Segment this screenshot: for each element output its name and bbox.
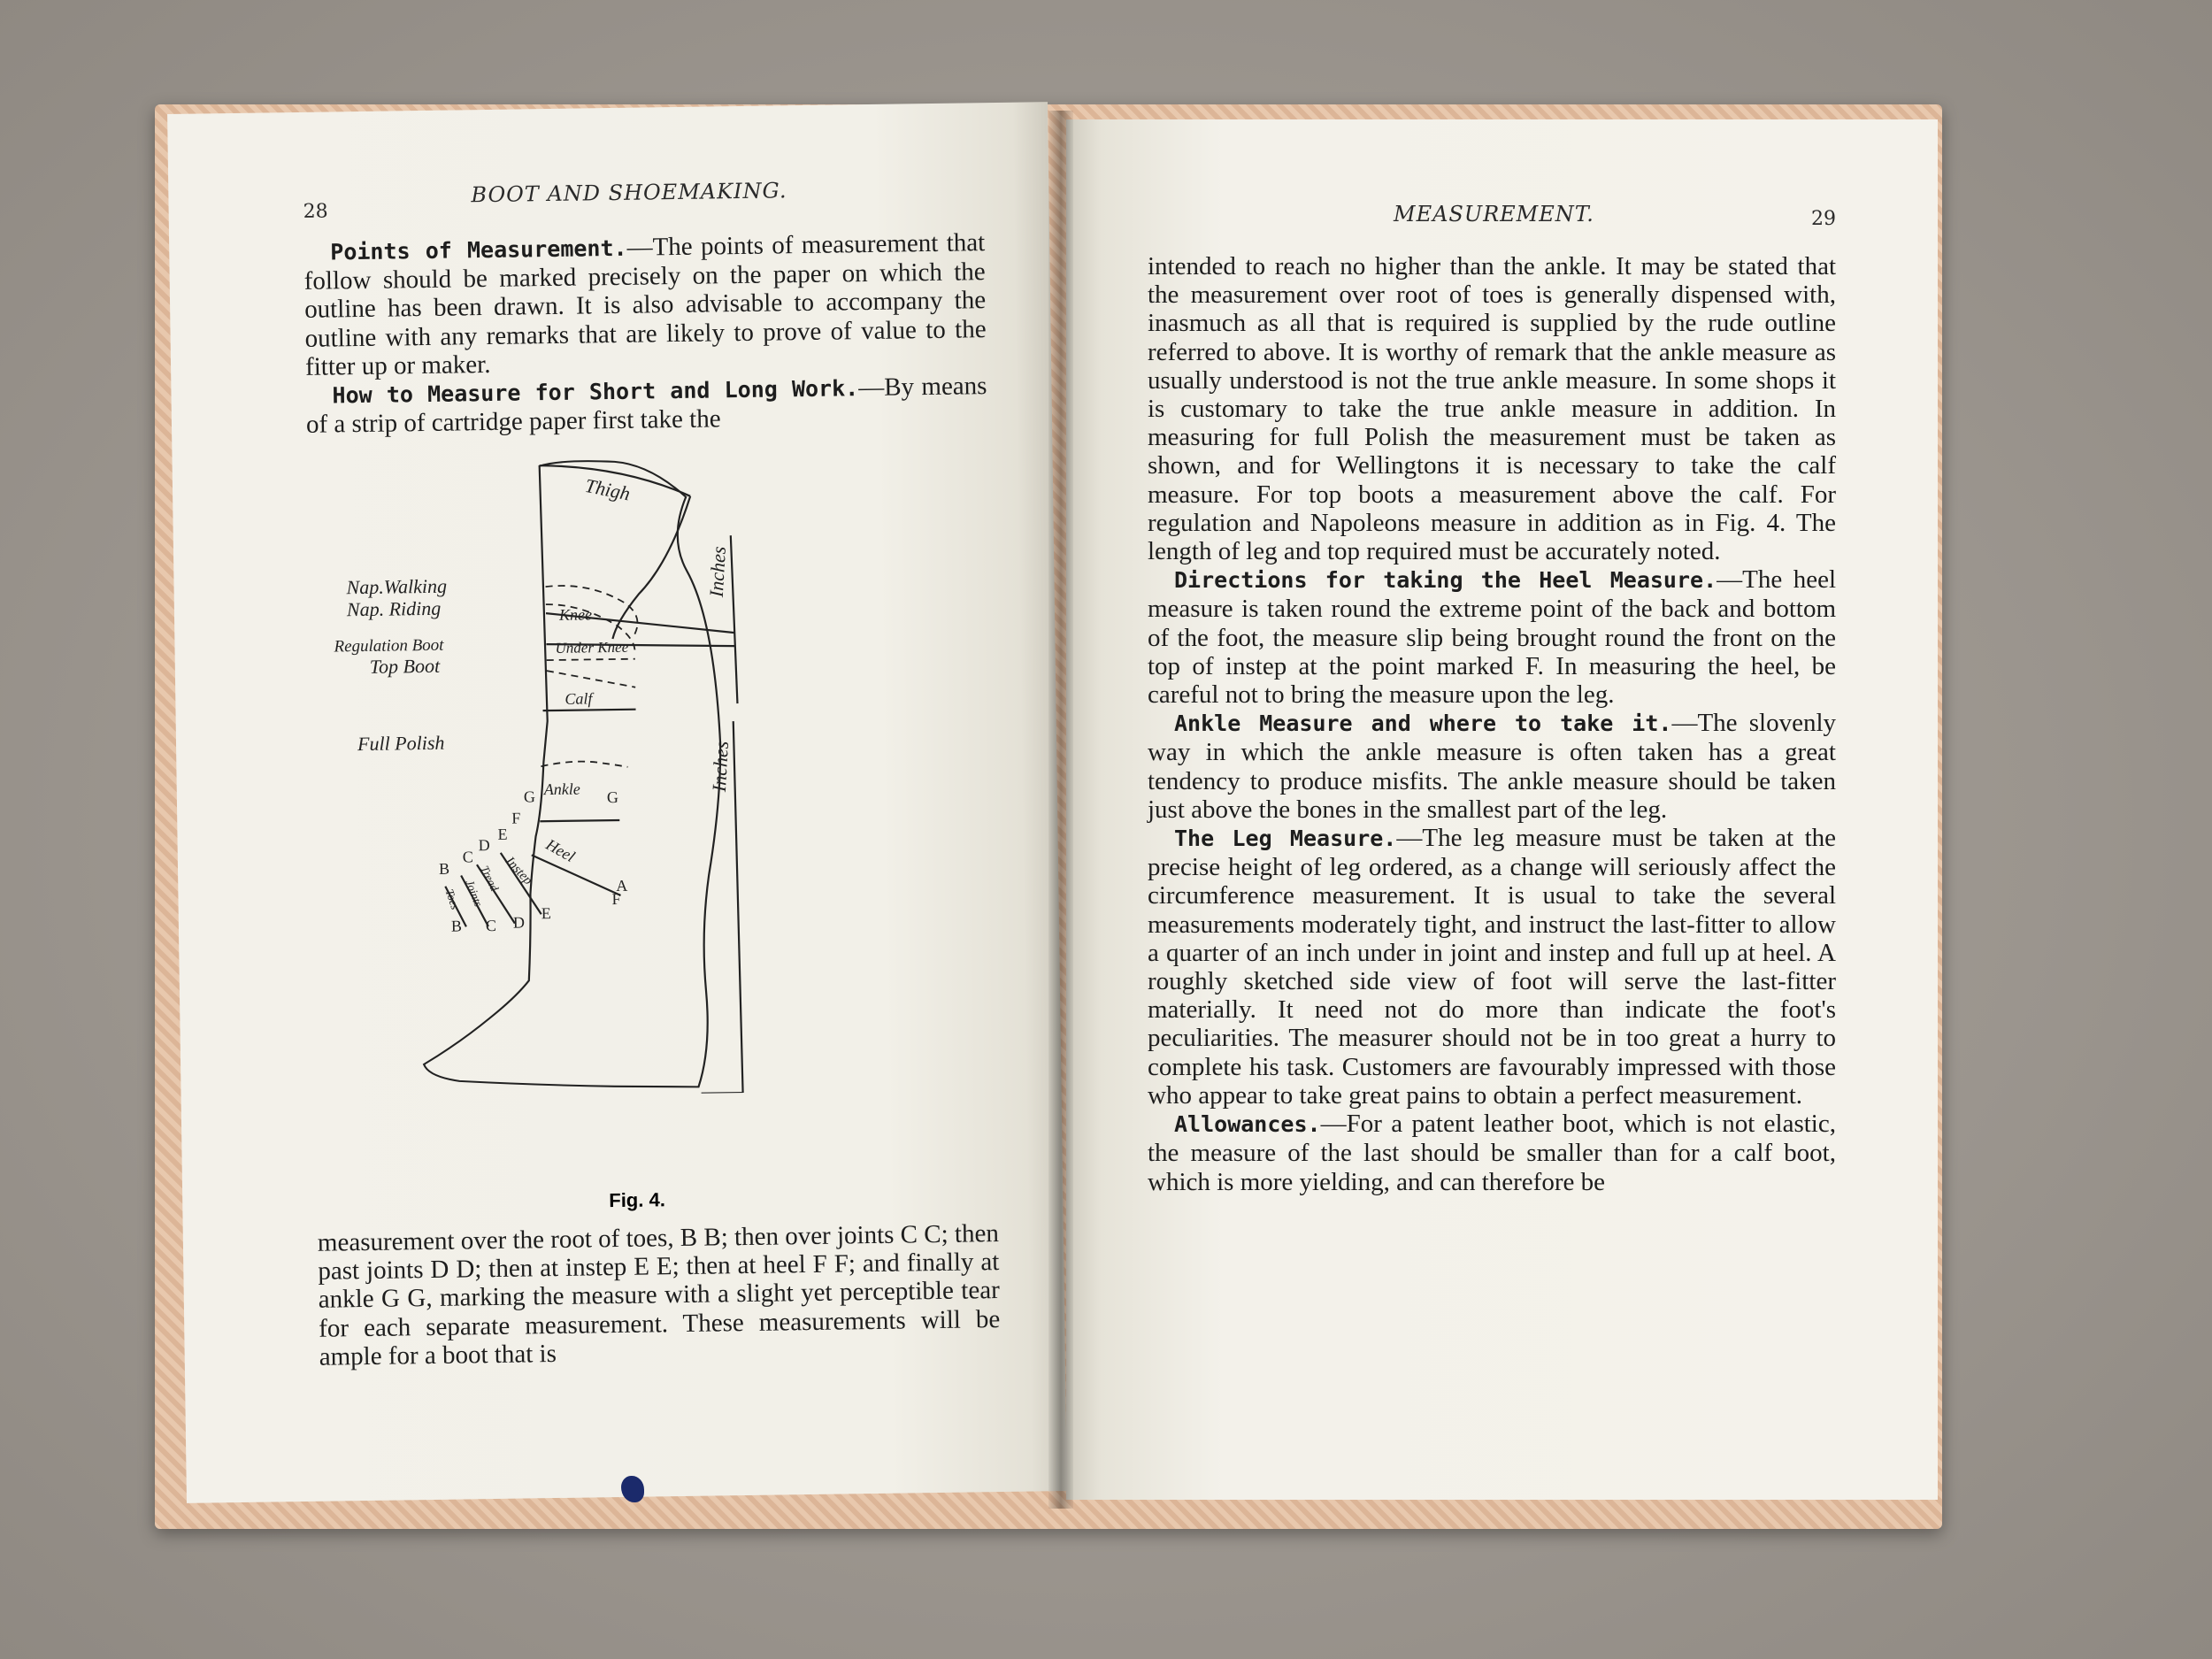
point-letter: B — [450, 917, 463, 935]
section-heading: Ankle Measure and where to take it. — [1174, 710, 1672, 737]
label-thigh: Thigh — [583, 473, 633, 505]
paragraph — [1148, 824, 1836, 1110]
point-letter: C — [462, 848, 473, 866]
point-letter: C — [485, 916, 497, 935]
point-letter: E — [541, 904, 551, 923]
axis-label-inches-top: Inches — [704, 545, 730, 598]
point-letter: B — [438, 859, 450, 878]
paragraph — [305, 372, 987, 439]
paragraph-text: measurement over the root of toes, B B; then over joints C C; then past joints D D; then at instep E E; then at heel F F; and finally at ankle G G, marking the measure with a slight yet perceptible tear for each separate measurement. These measurements will be ample for a boot that is — [317, 1219, 1001, 1371]
left-text-top — [303, 228, 987, 439]
paragraph-text: —The leg measure must be taken at the precise height of leg ordered, as a change will seriously affect the circumference measurement. It is usual to take the several measurements moderately tight, and instruct the last-fitter to allow a quarter of an inch under in joint and instep and full up at heel. A roughly sketched side view of foot will serve the last-fitter materially. It need not do more than indicate the foot's peculiarities. The measurer should not be in too great a hurry to complete his task. Customers are favourably impressed with those who appear to take great pains to obtain a perfect measurement. — [1148, 824, 1837, 1110]
label-joints: Joints — [463, 878, 486, 909]
page-number-left: 28 — [303, 200, 328, 223]
label-heel: Heel — [542, 835, 579, 866]
running-head-right: MEASUREMENT. — [1394, 202, 1594, 227]
label-full-polish: Full Polish — [357, 731, 445, 756]
label-knee: Knee — [558, 605, 593, 624]
paragraph-text: —The points of measurement that follow should be marked precisely on the paper on which the outline has been drawn. It is also advisable to accompany the outline with any remarks that are likely to prove of value to the fitter up or maker. — [303, 228, 987, 381]
figure-caption: Fig. 4. — [609, 1188, 666, 1212]
right-page — [1066, 119, 1938, 1500]
label-regulation-boot: Regulation Boot — [334, 635, 444, 657]
paragraph — [1148, 1110, 1836, 1196]
paragraph — [1148, 565, 1836, 709]
heel-line — [532, 854, 621, 896]
paragraph-text: —For a patent leather boot, which is not elastic, the measure of the last should be smaller than for a calf boot, which is more yielding, and can therefore be — [1148, 1110, 1836, 1196]
point-letter: F — [611, 889, 621, 909]
label-nap-riding: Nap. Riding — [346, 596, 442, 621]
boot-measurement-figure — [243, 452, 1004, 1100]
point-letter: D — [512, 913, 526, 932]
paragraph-text: —The slovenly way in which the ankle measure is often taken has a great tendency to produce misfits. The ankle measure should be taken just above the bones in the smallest part of the leg. — [1148, 709, 1837, 824]
section-heading: How to Measure for Short and Long Work. — [332, 375, 859, 409]
running-head-left: BOOT AND SHOEMAKING. — [471, 178, 787, 208]
section-heading: Points of Measurement. — [330, 234, 627, 265]
paragraph-text: intended to reach no higher than the ankle. It may be stated that the measurement over root of toes is generally dispensed with, inasmuch as all that is required is supplied by the rude outline referred to above. It is worthy of remark that the ankle measure as usually understood is not the true ankle measure. In some shops it is customary to take the true ankle measure in addition. In measuring for full Polish the measurement must be taken as shown, and for Wellingtons it is necessary to take the calf measure. For top boots a measurement above the calf. For regulation and Napoleons measure in addition as in Fig. 4. The length of leg and top required must be accurately noted. — [1148, 252, 1836, 566]
label-nap-walking: Nap.Walking — [346, 574, 448, 599]
point-letter: G — [606, 787, 619, 807]
section-heading: The Leg Measure. — [1174, 826, 1397, 852]
section-heading: Allowances. — [1174, 1111, 1321, 1138]
label-ankle: Ankle — [543, 780, 580, 799]
point-letter: D — [478, 836, 490, 855]
page-number-right: 29 — [1811, 208, 1836, 230]
axis-label-inches-bottom: Inches — [707, 740, 733, 793]
paragraph-text: —The heel measure is taken round the extreme point of the back and bottom of the foot, the measure slip being brought round the front on the top of instep at the point marked F. In measuring the heel, be careful not to bring the measure upon the leg. — [1148, 565, 1837, 710]
paragraph — [1148, 709, 1836, 824]
left-page — [167, 102, 1067, 1503]
right-text — [1148, 252, 1836, 1196]
label-tread: Tread — [478, 863, 502, 894]
ankle-line — [540, 820, 619, 821]
point-letter: E — [497, 825, 508, 843]
book-gutter — [1048, 111, 1073, 1509]
label-top-boot: Top Boot — [369, 654, 441, 678]
section-heading: Directions for taking the Heel Measure. — [1174, 567, 1717, 594]
point-letter: F — [511, 809, 521, 827]
point-letter: G — [523, 787, 536, 806]
label-instep: Instep — [502, 854, 535, 888]
boot-outline — [416, 459, 726, 1091]
ink-blot — [621, 1476, 644, 1502]
paragraph-text: —By means of a strip of cartridge paper first take the — [305, 372, 987, 440]
left-text-bottom — [318, 1219, 1001, 1371]
label-calf: Calf — [565, 689, 593, 708]
paragraph — [303, 228, 987, 381]
point-letter: A — [616, 876, 628, 895]
label-under-knee: Under Knee — [555, 638, 629, 657]
label-toes: Toes — [442, 887, 463, 911]
